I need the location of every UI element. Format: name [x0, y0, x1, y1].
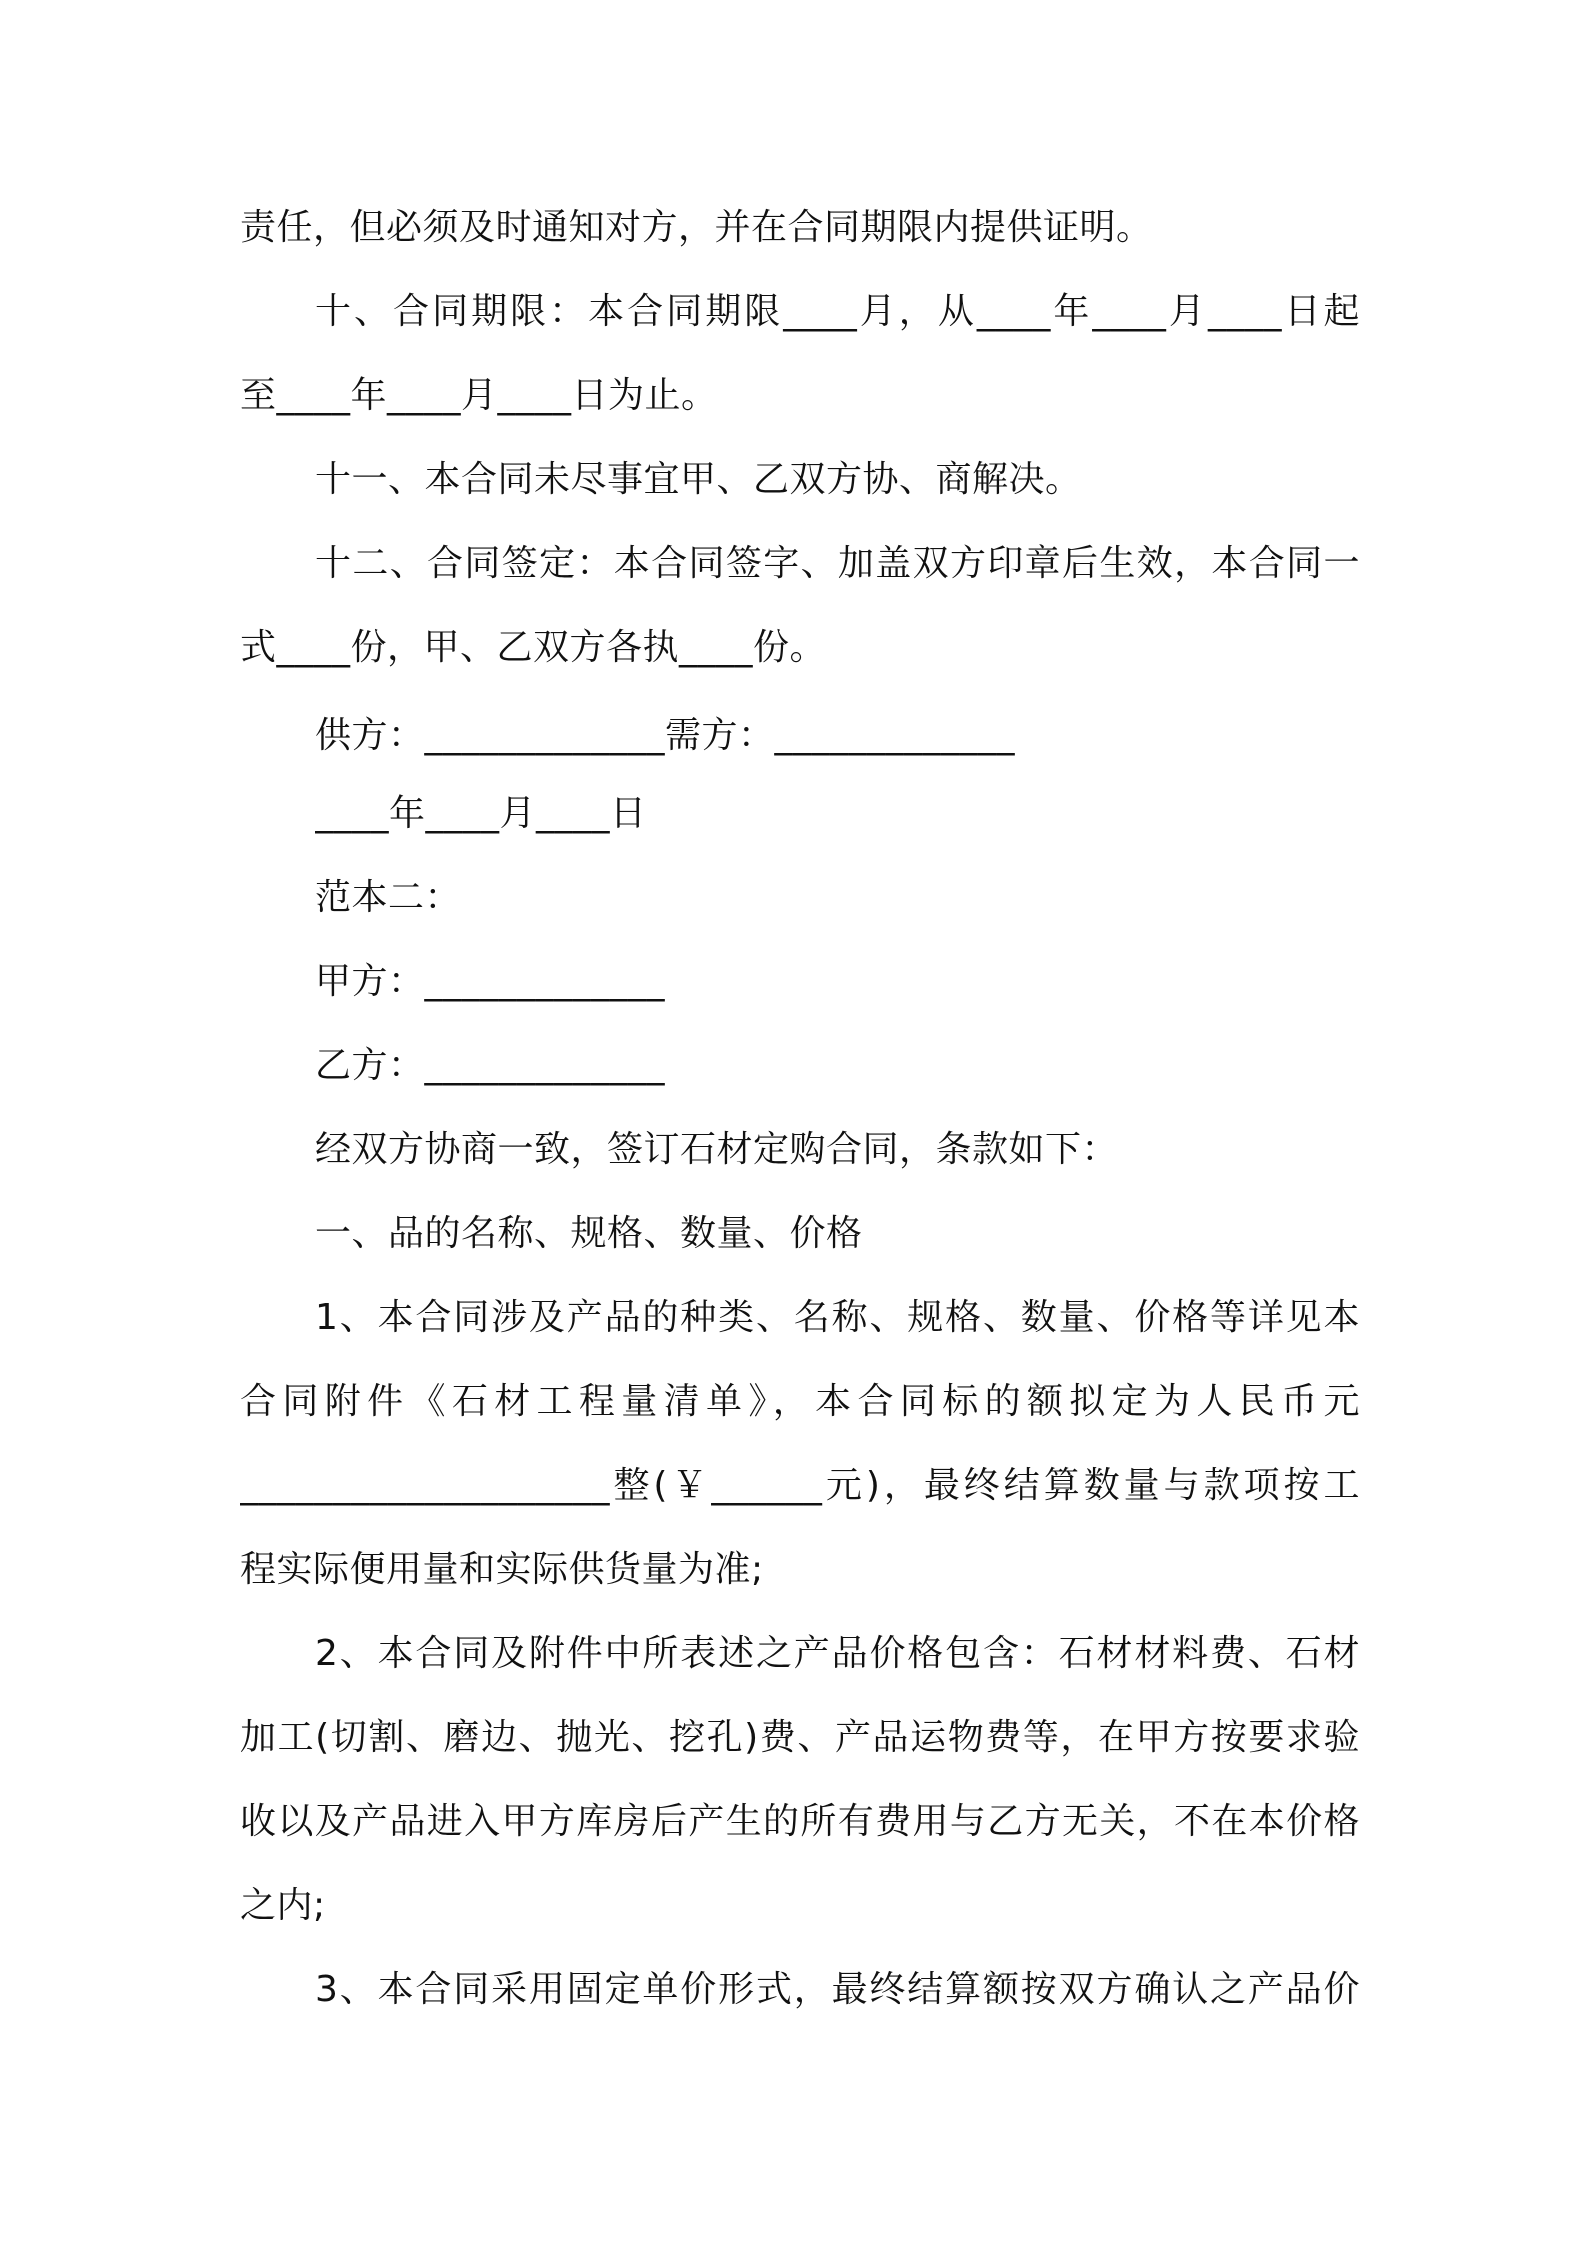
text-line-2: 十、合同期限：本合同期限____月，从____年____月____日起 [315, 291, 1360, 332]
text-line-18: 2、本合同及附件中所表述之产品价格包含：石材材料费、石材 [315, 1633, 1360, 1674]
text-line-21: 之内; [240, 1885, 326, 1926]
text-line-15: 合同附件《石材工程量清单》，本合同标的额拟定为人民币元 [240, 1381, 1360, 1422]
text-line-6: 式____份，甲、乙双方各执____份。 [240, 627, 827, 668]
signature-supplier-buyer-line: 供方：_____________需方：_____________ [315, 715, 1016, 756]
text-line-1: 责任，但必须及时通知对方，并在合同期限内提供证明。 [240, 207, 1153, 248]
date-line: ____年____月____日 [315, 793, 647, 834]
text-line-16: ____________________整(￥______元)，最终结算数量与款项按工 [240, 1465, 1360, 1506]
text-line-3: 至____年____月____日为止。 [240, 375, 718, 416]
text-line-19: 加工(切割、磨边、抛光、挖孔)费、产品运物费等，在甲方按要求验 [240, 1717, 1360, 1758]
party-b-line: 乙方：_____________ [315, 1045, 666, 1086]
text-line-12: 经双方协商一致，签订石材定购合同，条款如下： [315, 1129, 1119, 1170]
text-line-22: 3、本合同采用固定单价形式，最终结算额按双方确认之产品价 [315, 1969, 1360, 2010]
text-line-14: 1、本合同涉及产品的种类、名称、规格、数量、价格等详见本 [315, 1297, 1360, 1338]
text-line-17: 程实际便用量和实际供货量为准; [240, 1549, 764, 1590]
template-two-heading: 范本二： [315, 877, 462, 918]
text-line-5: 十二、合同签定：本合同签字、加盖双方印章后生效，本合同一 [315, 543, 1360, 584]
party-a-line: 甲方：_____________ [315, 961, 666, 1002]
text-line-4: 十一、本合同未尽事宜甲、乙双方协、商解决。 [315, 459, 1082, 500]
text-line-20: 收以及产品进入甲方库房后产生的所有费用与乙方无关，不在本价格 [240, 1801, 1360, 1842]
section-heading-1: 一、品的名称、规格、数量、价格 [315, 1213, 863, 1254]
